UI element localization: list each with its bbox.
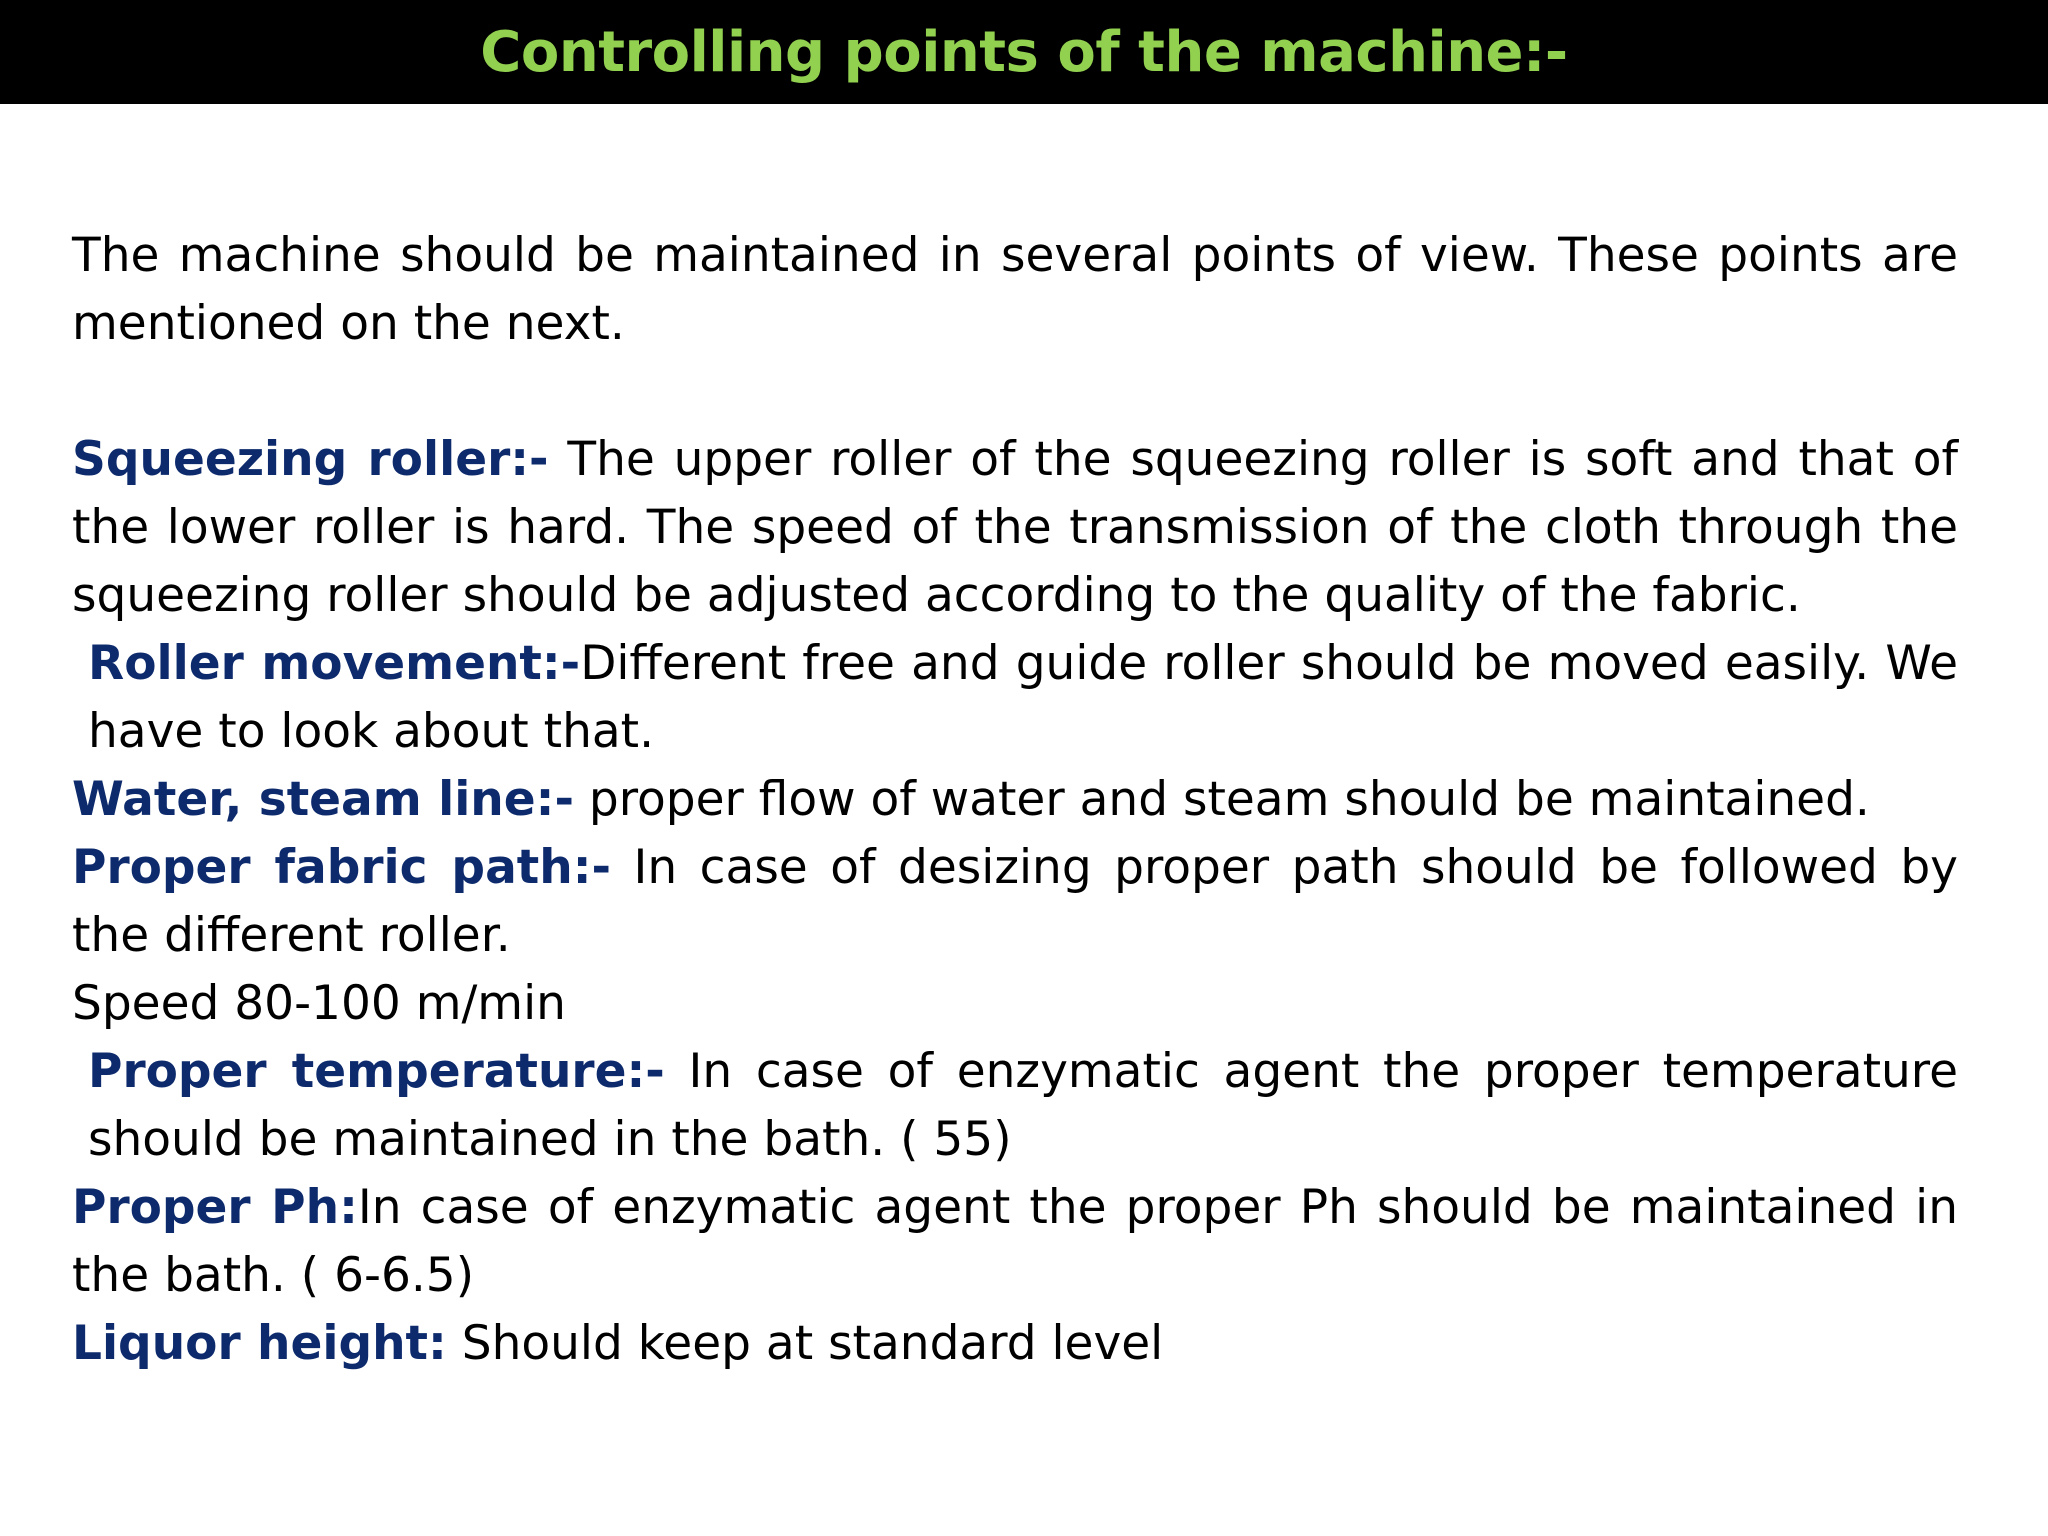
point-squeezing-roller bbox=[72, 426, 1958, 630]
point-proper-fabric-path bbox=[72, 834, 1958, 970]
point-text: Different free and guide roller should be moved easily. We have to look about that. bbox=[88, 636, 1958, 759]
point-text: In case of desizing proper path should be followed by the different roller. bbox=[72, 840, 1958, 963]
point-text: In case of enzymatic agent the proper temperature should be maintained in the bath. ( 55) bbox=[88, 1044, 1958, 1167]
point-text: The upper roller of the squeezing roller is soft and that of the lower roller is hard. The speed of the transmission of the cloth through the squeezing roller should be adjusted according to the quality of the fabric. bbox=[72, 432, 1958, 623]
point-liquor-height bbox=[72, 1310, 1958, 1378]
slide-body bbox=[72, 222, 1958, 1378]
point-label: Water, steam line:- bbox=[72, 772, 574, 827]
point-label: Roller movement:- bbox=[88, 636, 581, 691]
point-label: Proper temperature:- bbox=[88, 1044, 665, 1099]
point-label: Proper Ph: bbox=[72, 1180, 358, 1235]
page-title: Controlling points of the machine:- bbox=[480, 19, 1568, 85]
intro-paragraph: The machine should be maintained in several points of view. These points are mentioned on the next. bbox=[72, 228, 1958, 351]
title-bar bbox=[0, 0, 2048, 104]
point-text: In case of enzymatic agent the proper Ph should be maintained in the bath. ( 6-6.5) bbox=[72, 1180, 1958, 1303]
point-proper-ph bbox=[72, 1174, 1958, 1310]
point-roller-movement bbox=[72, 630, 1958, 766]
point-label: Squeezing roller:- bbox=[72, 432, 549, 487]
point-water-steam-line bbox=[72, 766, 1958, 834]
point-label: Liquor height: bbox=[72, 1316, 447, 1371]
point-label: Proper fabric path:- bbox=[72, 840, 612, 895]
speed-line: Speed 80-100 m/min bbox=[72, 976, 566, 1031]
point-text: Should keep at standard level bbox=[446, 1316, 1164, 1371]
point-text: proper flow of water and steam should be maintained. bbox=[573, 772, 1870, 827]
point-proper-temperature bbox=[72, 1038, 1958, 1174]
